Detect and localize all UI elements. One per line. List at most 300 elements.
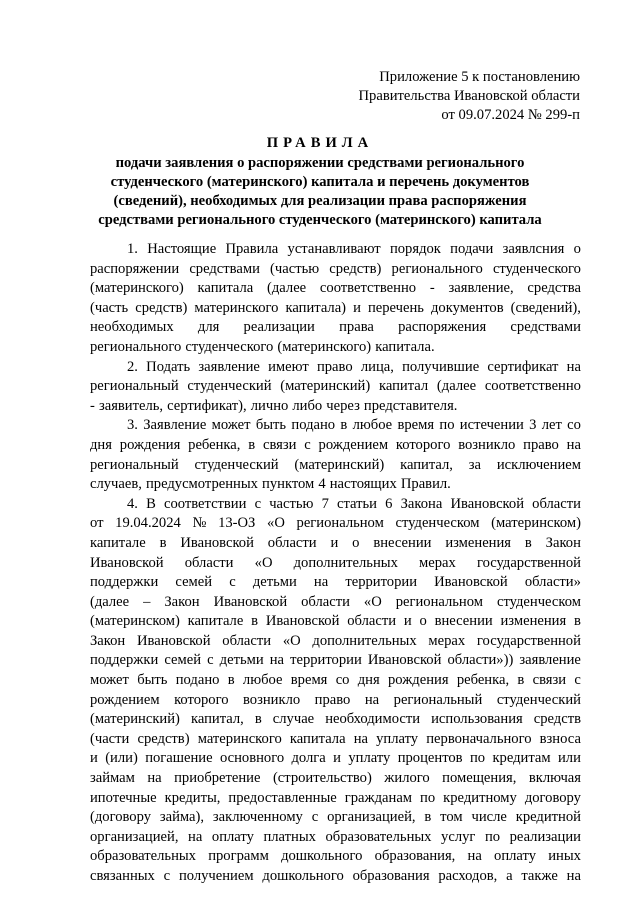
body-word: дошкольного <box>262 868 344 884</box>
body-line <box>90 475 581 495</box>
body-word: уплату <box>376 730 419 747</box>
body-word: внесении <box>434 613 493 630</box>
body-word: соответственно <box>484 378 581 395</box>
body-word: исключением <box>496 456 581 473</box>
body-word: 4 <box>318 476 326 493</box>
body-line <box>90 338 581 358</box>
body-word: кредитному <box>443 789 517 806</box>
body-word: связи <box>532 672 567 689</box>
body-line <box>90 789 581 809</box>
body-word: - <box>90 397 95 414</box>
body-word: (договору <box>90 809 151 826</box>
body-word: студенческого <box>185 338 274 355</box>
body-word: оплату <box>211 828 254 845</box>
body-word: предусмотренных <box>145 476 258 493</box>
body-word: числе <box>471 809 507 826</box>
body-word: средств) <box>329 260 382 277</box>
body-word: капитала <box>197 280 254 297</box>
body-word: включая <box>528 770 581 787</box>
body-word: возникло <box>243 691 301 708</box>
subtitle-line: студенческого (материнского) капитала и перечень документов <box>110 174 530 190</box>
body-word: процентов <box>397 750 463 767</box>
body-word: регионального <box>391 260 483 277</box>
body-line <box>90 867 581 887</box>
body-word: (части <box>90 730 130 747</box>
document-body <box>90 240 581 887</box>
body-word: семей <box>164 652 202 669</box>
body-word: поддержки <box>90 574 159 591</box>
body-word: за <box>468 456 482 473</box>
body-word: капитала <box>289 730 346 747</box>
body-word: Правила <box>225 241 279 257</box>
body-line <box>90 651 581 671</box>
body-word: средствами <box>189 260 260 277</box>
body-word: «О <box>267 515 285 532</box>
body-word: рождения <box>387 672 449 689</box>
body-word: ипотечные <box>90 789 157 806</box>
body-word: уплату <box>348 750 391 767</box>
body-word: дошкольного <box>281 848 363 865</box>
body-word: капитале <box>187 613 244 630</box>
body-word: детьми <box>252 574 297 591</box>
body-word: для <box>197 319 220 336</box>
body-word: статьи <box>337 495 377 512</box>
body-word: (или) <box>105 750 138 767</box>
body-word: и <box>353 299 361 316</box>
body-word: подано <box>291 417 336 434</box>
body-word: «О <box>363 593 382 610</box>
body-word: лично <box>250 397 289 414</box>
body-line <box>90 377 581 397</box>
body-word: на <box>566 868 581 884</box>
body-word: кредитам <box>492 750 551 767</box>
body-word: капитале <box>90 534 146 551</box>
body-word: гражданам <box>344 789 413 806</box>
body-word: № <box>192 515 207 532</box>
body-word: образовательных <box>90 848 196 865</box>
body-word: (материнский) <box>280 378 371 395</box>
body-line <box>90 671 581 691</box>
body-word: на <box>566 436 581 453</box>
body-word: региональном <box>395 593 483 610</box>
body-word: изменения <box>500 613 567 630</box>
body-word: которого <box>395 436 451 453</box>
body-word: изменения <box>445 534 512 551</box>
body-word: взноса <box>539 730 581 747</box>
appendix-line: Правительства Ивановской области <box>358 88 580 104</box>
body-word: Ивановской <box>265 613 340 630</box>
body-word: Ивановской <box>136 632 211 649</box>
body-line <box>90 612 581 632</box>
body-line <box>90 808 581 828</box>
body-word: о <box>573 241 581 257</box>
body-word: настоящих <box>329 476 397 493</box>
body-word: сертификат <box>487 358 559 375</box>
body-line <box>90 279 581 299</box>
body-line <box>90 691 581 711</box>
body-word: поддержки <box>90 652 159 669</box>
body-word: государственной <box>476 632 581 649</box>
body-word: на <box>147 770 162 787</box>
body-word: о <box>352 534 360 551</box>
body-word: внесении <box>373 534 432 551</box>
body-word: и <box>90 750 98 767</box>
body-word: (далее <box>436 378 477 395</box>
body-word: программ <box>208 848 269 865</box>
body-word: 6 <box>385 495 393 512</box>
body-word: 7 <box>321 495 329 512</box>
body-word: займам <box>90 770 135 787</box>
body-word: (далее <box>90 593 130 610</box>
body-word: области»)) <box>447 652 514 669</box>
body-word: средств <box>533 711 581 728</box>
body-word: (далее <box>267 280 307 297</box>
body-word: Закон <box>90 632 126 649</box>
body-word: договору <box>524 789 581 806</box>
body-line <box>90 260 581 280</box>
body-word: на <box>269 652 285 669</box>
body-word: заявление <box>198 358 260 375</box>
body-word: (материнского) <box>277 338 372 355</box>
body-word: подано <box>175 672 220 689</box>
body-word: с <box>229 574 236 591</box>
body-word: использования <box>431 711 523 728</box>
body-word: также <box>521 868 558 884</box>
appendix-line: Приложение 5 к постановлению <box>379 69 580 85</box>
body-word: получившие <box>402 358 480 375</box>
body-word: студенческом <box>395 515 480 532</box>
body-word: области <box>532 495 581 512</box>
body-word: 19.04.2024 <box>115 515 181 532</box>
body-word: по <box>420 789 436 806</box>
body-word: образования, <box>374 848 456 865</box>
body-word: по <box>469 750 486 767</box>
body-word: средствами <box>510 319 581 336</box>
body-word: на <box>467 848 482 865</box>
body-word: региональный <box>393 691 483 708</box>
body-word: помещения, <box>442 770 517 787</box>
body-word: рождения <box>119 436 181 453</box>
body-word: кредиты, <box>164 789 221 806</box>
body-word: заявлсния <box>502 241 565 257</box>
body-word: соответствии <box>163 495 247 512</box>
body-word: Ивановской <box>180 534 254 551</box>
body-word: сертификат), <box>167 397 247 414</box>
body-word: Ивановской <box>90 554 164 571</box>
body-word: возникло <box>458 436 516 453</box>
body-word: с <box>311 809 319 826</box>
body-word: Закон <box>545 534 581 551</box>
body-word: время <box>290 672 328 689</box>
body-word: может <box>90 672 129 689</box>
body-line <box>90 318 581 338</box>
body-word: (материнский) <box>294 456 385 473</box>
body-word: (частью <box>270 260 320 277</box>
body-word: перечень <box>367 299 424 316</box>
body-word: в <box>251 613 259 630</box>
body-word: право <box>523 436 559 453</box>
body-word: в <box>424 809 432 826</box>
body-word: истечении <box>459 417 524 434</box>
body-word: случае <box>272 711 315 728</box>
body-word: связанных <box>90 868 155 884</box>
body-word: и <box>330 534 339 551</box>
body-word: права <box>339 319 374 336</box>
body-word: 4. <box>127 495 138 512</box>
body-word: Ивановской <box>367 652 442 669</box>
body-word: с <box>304 436 311 453</box>
body-line <box>90 730 581 750</box>
body-word: «О <box>282 632 301 649</box>
body-word: в <box>254 711 262 728</box>
body-word: мерах <box>428 632 466 649</box>
body-word: распоряжении <box>90 260 180 277</box>
body-word: детьми <box>219 652 264 669</box>
body-word: мерах <box>419 554 456 571</box>
body-word: ребенка, <box>188 436 241 453</box>
body-word: (часть <box>90 299 129 316</box>
body-word: заявление, <box>448 280 514 297</box>
body-word: в <box>159 534 167 551</box>
body-word: представителя. <box>363 397 458 414</box>
body-word: погашение <box>145 750 213 767</box>
body-word: приобретение <box>174 770 261 787</box>
body-word: с <box>254 495 262 512</box>
body-word: с <box>574 672 581 689</box>
body-word: дня <box>357 672 380 689</box>
body-word: «О <box>254 554 273 571</box>
body-word: право <box>314 691 351 708</box>
body-word: на <box>313 574 329 591</box>
body-word: либо <box>292 397 323 414</box>
body-word: государственной <box>476 554 581 571</box>
body-word: организацией, <box>90 828 179 845</box>
body-word: долга <box>291 750 326 767</box>
body-word: Заявление <box>143 417 207 434</box>
body-word: необходимости <box>325 711 421 728</box>
body-word: региональный <box>90 378 179 395</box>
body-word: соответственно <box>319 280 417 297</box>
body-word: услуг <box>441 828 476 845</box>
body-word: о <box>419 613 427 630</box>
body-word: с <box>207 652 214 669</box>
body-word: в <box>524 534 532 551</box>
body-word: 1. <box>127 241 138 257</box>
body-word: Ивановской <box>434 574 508 591</box>
body-word: 2. <box>127 358 138 375</box>
body-word: (материнского) <box>90 280 184 297</box>
body-word: территории <box>345 574 418 591</box>
body-line <box>90 749 581 769</box>
body-word: оплату <box>494 848 537 865</box>
body-word: может <box>211 417 251 434</box>
appendix-line: от 09.07.2024 № 299-п <box>441 107 580 123</box>
body-word: Ивановской <box>450 495 525 512</box>
body-word: том <box>440 809 463 826</box>
body-word: порядок <box>389 241 441 257</box>
body-word: области <box>222 632 272 649</box>
body-word: пунктом <box>262 476 315 493</box>
body-word: от <box>90 515 104 532</box>
body-word: связи <box>262 436 297 453</box>
body-word: на <box>188 828 203 845</box>
body-word: жилого <box>384 770 430 787</box>
body-word: имеют <box>268 358 309 375</box>
body-word: (материнский) <box>90 711 180 728</box>
body-word: Закон <box>164 593 200 610</box>
subtitle-line: средствами регионального студенческого (материнского) капитала <box>98 212 542 228</box>
body-word: региональном <box>296 515 384 532</box>
document-title: ПРАВИЛА <box>266 135 374 151</box>
body-word: расходов, <box>438 868 498 884</box>
body-word: в <box>227 672 235 689</box>
body-word: предоставленные <box>228 789 337 806</box>
body-word: и <box>403 613 412 630</box>
body-word: реализации <box>509 828 581 845</box>
body-word: семей <box>175 574 213 591</box>
body-line <box>90 573 581 593</box>
body-word: необходимых <box>90 319 174 336</box>
body-word: и <box>333 750 341 767</box>
body-word: в <box>517 672 525 689</box>
body-word: дополнительных <box>312 632 417 649</box>
body-word: области <box>301 593 350 610</box>
body-word: территории <box>290 652 362 669</box>
body-line <box>90 495 581 515</box>
body-word: студенческий <box>496 691 581 708</box>
body-word: заключенному <box>212 809 303 826</box>
body-word: быть <box>137 672 168 689</box>
body-word: рождением <box>90 691 160 708</box>
body-word: капитал, <box>190 711 244 728</box>
body-word: (материнском) <box>491 515 581 532</box>
body-word: области <box>347 613 397 630</box>
body-word: случаев, <box>90 476 142 493</box>
body-line <box>90 847 581 867</box>
body-word: лица, <box>360 358 394 375</box>
body-word: первоначального <box>426 730 532 747</box>
body-word: или <box>558 750 581 767</box>
body-word: получением <box>178 868 254 884</box>
body-word: студенческом <box>496 593 581 610</box>
body-word: рождением <box>318 436 389 453</box>
body-word: капитал <box>378 378 429 395</box>
body-word: Закона <box>400 495 443 512</box>
body-word: на <box>353 730 368 747</box>
body-word: Подать <box>146 358 191 375</box>
body-word: время <box>397 417 435 434</box>
body-word: любое <box>352 417 393 434</box>
body-word: студенческий <box>194 456 279 473</box>
body-word: студенческий <box>187 378 272 395</box>
body-word: средств) <box>135 299 188 316</box>
body-word: (материнском) <box>90 613 180 630</box>
body-word: материнского <box>197 730 282 747</box>
body-word: частью <box>269 495 314 512</box>
body-word: которого <box>174 691 229 708</box>
body-line <box>90 416 581 436</box>
body-word: в <box>574 613 581 630</box>
body-word: а <box>506 868 513 884</box>
body-word: (сведений), <box>510 299 581 316</box>
body-word: (строительство) <box>272 770 372 787</box>
body-word: образования <box>352 868 430 884</box>
body-word: через <box>326 397 360 414</box>
body-line <box>90 534 581 554</box>
body-word: на <box>364 691 380 708</box>
body-line <box>90 828 581 848</box>
body-line <box>90 299 581 319</box>
body-word: подачи <box>450 241 494 257</box>
body-line <box>90 769 581 789</box>
body-word: по <box>484 828 501 845</box>
body-word: Правил. <box>400 476 451 493</box>
body-word: ребенка, <box>456 672 510 689</box>
body-word: капитала. <box>375 338 435 355</box>
body-word: 13-ОЗ <box>218 515 256 532</box>
body-line <box>90 358 581 378</box>
appendix-note <box>359 68 580 125</box>
body-word: области <box>184 554 234 571</box>
body-word: кредитной <box>515 809 581 826</box>
body-word: региональный <box>90 456 179 473</box>
body-word: реализации <box>243 319 315 336</box>
body-word: в <box>248 436 256 453</box>
body-word: с <box>163 868 171 884</box>
body-word: быть <box>255 417 287 434</box>
body-word: организацией, <box>327 809 416 826</box>
body-word: студенческого <box>492 260 581 277</box>
body-word: основного <box>219 750 285 767</box>
body-word: капитал, <box>400 456 453 473</box>
body-line <box>90 456 581 476</box>
body-line <box>90 710 581 730</box>
body-word: лет <box>541 417 562 434</box>
body-word: – <box>143 593 151 610</box>
body-word: капитала) <box>285 299 347 316</box>
body-word: в <box>340 417 348 434</box>
body-word: платных <box>263 828 316 845</box>
body-line <box>90 436 581 456</box>
body-word: средств) <box>137 730 190 747</box>
body-word: дополнительных <box>293 554 398 571</box>
body-line <box>90 514 581 534</box>
subtitle-line: (сведений), необходимых для реализации права распоряжения <box>113 193 527 209</box>
body-word: иных <box>548 848 581 865</box>
body-word: 3 <box>529 417 537 434</box>
body-word: любое <box>242 672 283 689</box>
body-word: заявитель, <box>98 397 164 414</box>
body-word: 3. <box>127 417 138 434</box>
body-line <box>90 593 581 613</box>
body-word: со <box>335 672 350 689</box>
body-word: материнского <box>194 299 279 316</box>
subtitle-line: подачи заявления о распоряжении средствами регионального <box>115 155 525 171</box>
body-word: области <box>267 534 317 551</box>
body-line <box>90 397 581 417</box>
body-word: средства <box>527 280 581 297</box>
body-word: образовательных <box>325 828 432 845</box>
body-word: право <box>316 358 353 375</box>
body-word: на <box>566 358 581 375</box>
body-word: - <box>429 280 435 297</box>
body-word: распоряжения <box>398 319 487 336</box>
body-word: устанавливают <box>287 241 381 257</box>
body-line <box>90 240 581 260</box>
body-word: со <box>567 417 581 434</box>
body-line <box>90 632 581 652</box>
body-word: В <box>146 495 156 512</box>
